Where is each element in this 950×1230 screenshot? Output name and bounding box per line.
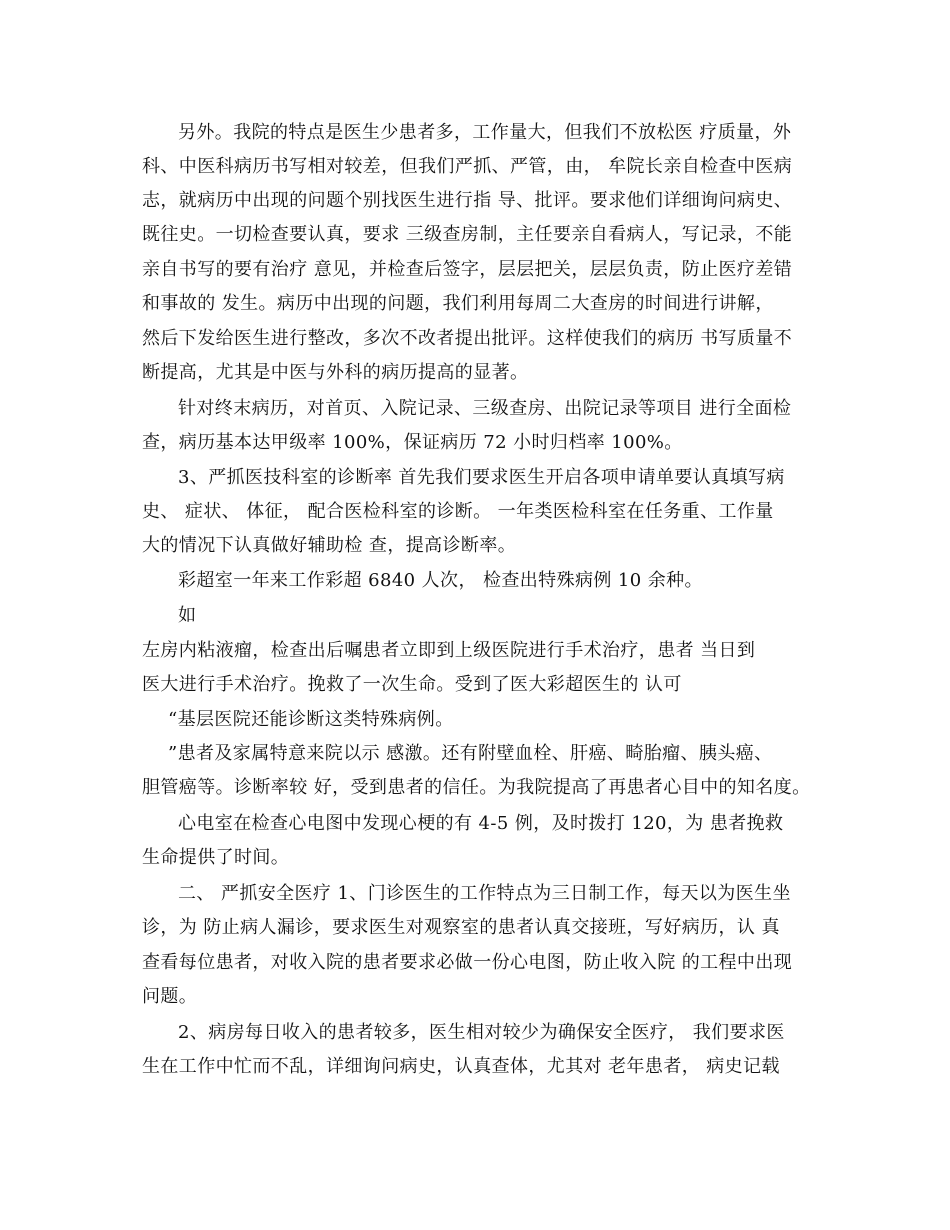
- text-line: 和事故的 发生。病历中出现的问题，我们利用每周二大查房的时间进行讲解，: [142, 293, 774, 314]
- text-line: 科、中医科病历书写相对较差，但我们严抓、严管，由， 牟院长亲自检查中医病: [142, 156, 793, 177]
- text-line: 大的情况下认真做好辅助检 查，提高诊断率。: [142, 535, 517, 556]
- text-line: 如: [178, 605, 197, 626]
- text-line: 志，就病历中出现的问题个别找医生进行指 导、批评。要求他们详细询问病史、: [142, 190, 793, 211]
- text-line: 生命提供了时间。: [142, 847, 290, 868]
- text-line: 查，病历基本达甲级率 100%，保证病历 72 小时归档率 100%。: [142, 432, 683, 453]
- text-line: ”患者及家属特意来院以示 感激。还有附壁血栓、肝癌、畸胎瘤、胰头癌、: [168, 743, 773, 764]
- text-line: 3、严抓医技科室的诊断率 首先我们要求医生开启各项申请单要认真填写病: [178, 467, 785, 488]
- text-line: 问题。: [142, 986, 198, 1007]
- text-line: 生在工作中忙而不乱，详细询问病史，认真查体，尤其对 老年患者， 病史记载: [142, 1056, 780, 1077]
- text-line: “基层医院还能诊断这类特殊病例。: [168, 709, 454, 730]
- text-line: 查看每位患者，对收入院的患者要求必做一份心电图，防止收入院 的工程中出现: [142, 952, 793, 973]
- text-line: 针对终末病历，对首页、入院记录、三级查房、出院记录等项目 进行全面检: [178, 398, 792, 419]
- text-line: 心电室在检查心电图中发现心梗的有 4-5 例，及时拨打 120，为 患者挽救: [178, 813, 784, 834]
- text-line: 2、病房每日收入的患者较多，医生相对较少为确保安全医疗， 我们要求医: [178, 1022, 785, 1043]
- text-line: 亲自书写的要有治疗 意见，并检查后签字，层层把关，层层负责，防止医疗差错: [142, 259, 793, 280]
- text-line: 另外。我院的特点是医生少患者多，工作量大，但我们不放松医 疗质量，外: [178, 122, 792, 143]
- text-line: 断提高，尤其是中医与外科的病历提高的显著。: [142, 362, 529, 383]
- text-line: 然后下发给医生进行整改，多次不改者提出批评。这样使我们的病历 书写质量不: [142, 328, 793, 349]
- text-line: 医大进行手术治疗。挽救了一次生命。受到了医大彩超医生的 认可: [142, 674, 682, 695]
- text-line: 诊，为 防止病人漏诊，要求医生对观察室的患者认真交接班，写好病历，认 真: [142, 917, 780, 938]
- text-line: 史、 症状、 体征， 配合医检科室的诊断。 一年类医检科室在任务重、工作量: [142, 501, 774, 522]
- text-line: 二、 严抓安全医疗 1、门诊医生的工作特点为三日制工作，每天以为医生坐: [178, 883, 791, 904]
- text-line: 胆管癌等。诊断率较 好，受到患者的信任。为我院提高了再患者心目中的知名度。: [142, 777, 811, 798]
- text-line: 既往史。一切检查要认真，要求 三级查房制，主任要亲自看病人，写记录，不能: [142, 224, 793, 245]
- text-line: 左房内粘液瘤，检查出后嘱患者立即到上级医院进行手术治疗，患者 当日到: [142, 640, 756, 661]
- text-line: 彩超室一年来工作彩超 6840 人次， 检查出特殊病例 10 余种。: [178, 570, 703, 591]
